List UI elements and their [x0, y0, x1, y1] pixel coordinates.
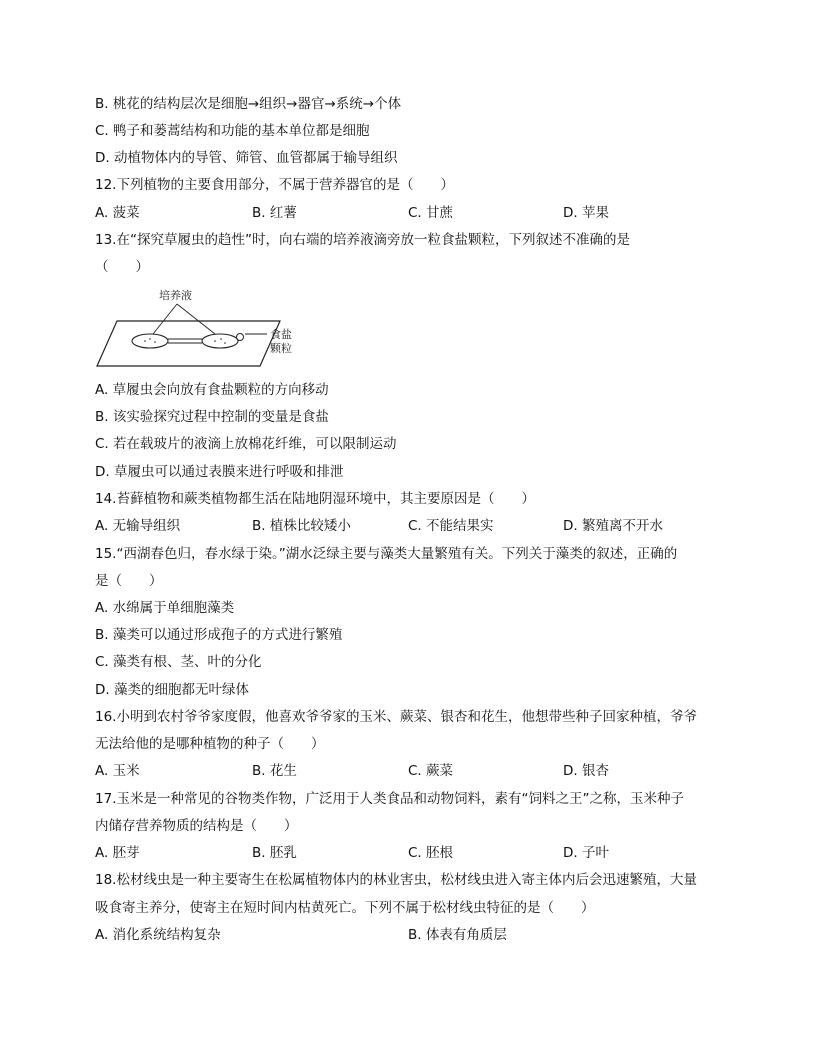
q16-stem-line1: 16.小明到农村爷爷家度假，他喜欢爷爷家的玉米、蕨菜、银杏和花生，他想带些种子回家种植，爷爷 — [95, 709, 697, 725]
q13-option-d: D. 草履虫可以通过表膜来进行呼吸和排泄 — [95, 464, 344, 480]
q17-option-c: C. 胚根 — [408, 845, 454, 861]
q16-stem-line2: 无法给他的是哪种植物的种子（ ） — [95, 736, 325, 752]
q12-option-b: B. 红薯 — [252, 205, 297, 221]
label-culture: 培养液 — [159, 289, 192, 302]
q18-option-a: A. 消化系统结构复杂 — [95, 927, 221, 943]
left-culture-drop — [132, 334, 168, 348]
q18-option-b: B. 体表有角质层 — [408, 927, 507, 943]
q16-option-c: C. 蕨菜 — [408, 763, 454, 779]
label-salt-1: 食盐 — [270, 328, 292, 341]
q13-stem-line2: （ ） — [95, 259, 149, 275]
label-salt-2: 颗粒 — [270, 342, 292, 355]
q15-stem-line1: 15.“西湖春色归，春水绿于染。”湖水泛绿主要与藻类大量繁殖有关。下列关于藻类的叙述，正确的 — [95, 546, 678, 562]
q12-option-c: C. 甘蔗 — [408, 205, 454, 221]
q12-option-a: A. 菠菜 — [95, 205, 140, 221]
q17-stem-line1: 17.玉米是一种常见的谷物类作物，广泛用于人类食品和动物饲料，素有“饲料之王”之称，玉米种子 — [95, 791, 684, 807]
q14-option-a: A. 无输导组织 — [95, 518, 181, 534]
q11-option-d: D. 动植物体内的导管、筛管、血管都属于输导组织 — [95, 150, 398, 166]
q16-option-a: A. 玉米 — [95, 763, 140, 779]
q14-option-d: D. 繁殖离不开水 — [563, 518, 663, 534]
q12-option-d: D. 苹果 — [563, 205, 609, 221]
q17-option-b: B. 胚乳 — [252, 845, 297, 861]
paramecium-experiment-figure — [95, 286, 325, 376]
q14-stem: 14.苔藓植物和蕨类植物都生活在陆地阴湿环境中，其主要原因是（ ） — [95, 491, 535, 507]
q11-option-c: C. 鸭子和蒌蒿结构和功能的基本单位都是细胞 — [95, 123, 370, 139]
q16-option-b: B. 花生 — [252, 763, 297, 779]
q18-stem-line2: 吸食寄主养分，使寄主在短时间内枯黄死亡。下列不属于松材线虫特征的是（ ） — [95, 900, 595, 916]
q17-option-a: A. 胚芽 — [95, 845, 140, 861]
q18-stem-line1: 18.松材线虫是一种主要寄生在松属植物体内的林业害虫，松材线虫进入寄主体内后会迅速繁殖，大量 — [95, 872, 697, 888]
q13-option-c: C. 若在载玻片的液滴上放棉花纤维，可以限制运动 — [95, 436, 397, 452]
q15-option-b: B. 藻类可以通过形成孢子的方式进行繁殖 — [95, 627, 343, 643]
q14-option-c: C. 不能结果实 — [408, 518, 494, 534]
q13-option-b: B. 该实验探究过程中控制的变量是食盐 — [95, 409, 329, 425]
q14-option-b: B. 植株比较矮小 — [252, 518, 351, 534]
q15-option-c: C. 藻类有根、茎、叶的分化 — [95, 654, 262, 670]
q13-option-a: A. 草履虫会向放有食盐颗粒的方向移动 — [95, 382, 329, 398]
q15-option-d: D. 藻类的细胞都无叶绿体 — [95, 682, 249, 698]
q11-option-b: B. 桃花的结构层次是细胞→组织→器官→系统→个体 — [95, 96, 402, 112]
q16-option-d: D. 银杏 — [563, 763, 609, 779]
q15-option-a: A. 水绵属于单细胞藻类 — [95, 600, 235, 616]
q17-option-d: D. 子叶 — [563, 845, 609, 861]
q15-stem-line2: 是（ ） — [95, 573, 163, 589]
q17-stem-line2: 内储存营养物质的结构是（ ） — [95, 818, 298, 834]
q13-stem-line1: 13.在“探究草履虫的趋性”时，向右端的培养液滴旁放一粒食盐颗粒，下列叙述不准确的是 — [95, 232, 630, 248]
q12-stem: 12.下列植物的主要食用部分，不属于营养器官的是（ ） — [95, 177, 454, 193]
salt-grain — [237, 334, 244, 341]
right-culture-drop — [202, 334, 238, 348]
